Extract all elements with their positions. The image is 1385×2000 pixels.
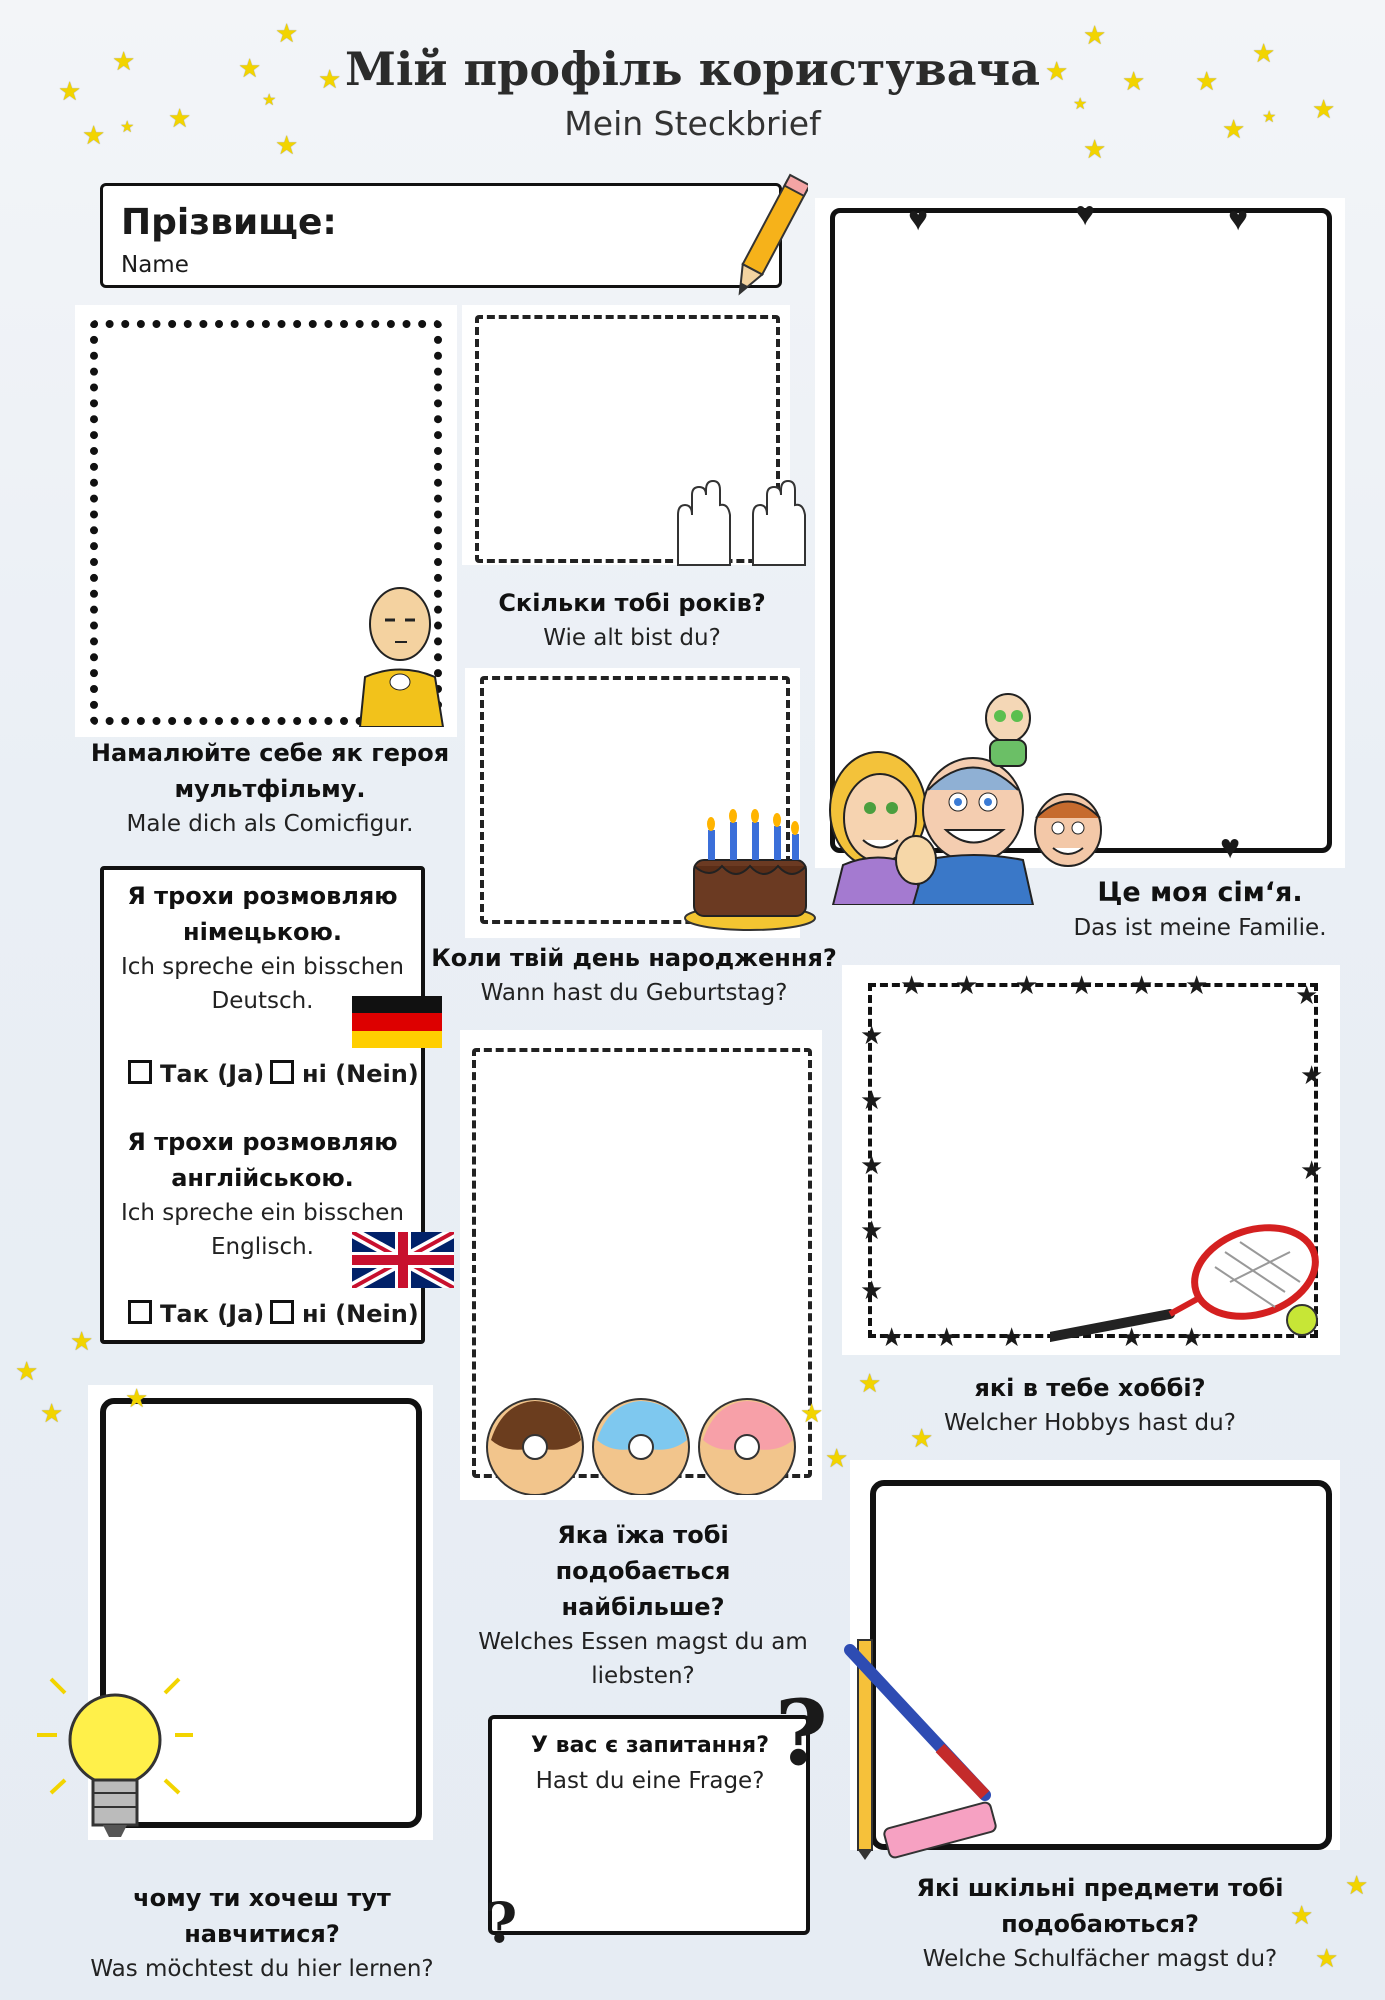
star-icon: ★ bbox=[125, 1383, 149, 1413]
star-icon: ★ bbox=[1073, 96, 1088, 113]
english-yes-option[interactable] bbox=[128, 1300, 264, 1328]
portrait-caption-de: Male dich als Comicfigur. bbox=[126, 811, 414, 837]
checkbox-icon[interactable] bbox=[270, 1060, 294, 1084]
star-icon: ★ bbox=[1300, 1155, 1324, 1185]
question-text-de: Hast du eine Frage? bbox=[535, 1768, 765, 1794]
age-caption bbox=[462, 585, 802, 655]
star-icon: ★ bbox=[1252, 38, 1276, 68]
german-text-uk: Я трохи розмовляю німецькою. bbox=[127, 882, 398, 946]
hobbies-caption-de: Welcher Hobbys hast du? bbox=[944, 1410, 1236, 1436]
name-label: Прізвище: bbox=[121, 202, 337, 243]
star-icon: ★ bbox=[1295, 980, 1319, 1010]
english-text-de: Ich spreche ein bisschen Englisch. bbox=[120, 1200, 405, 1260]
cartoon-hero-icon bbox=[355, 582, 445, 727]
star-icon: ★ bbox=[1122, 66, 1146, 96]
star-icon: ★ bbox=[15, 1356, 39, 1386]
star-icon: ★ bbox=[1045, 56, 1069, 86]
star-icon: ★ bbox=[955, 970, 979, 1000]
food-caption-de: Welches Essen magst du am liebsten? bbox=[478, 1629, 808, 1689]
star-icon: ★ bbox=[860, 1085, 884, 1115]
name-field[interactable] bbox=[100, 183, 782, 288]
star-icon: ★ bbox=[1315, 1943, 1339, 1973]
star-icon: ★ bbox=[910, 1423, 934, 1453]
english-text-uk: Я трохи розмовляю англійською. bbox=[127, 1128, 398, 1192]
birthday-caption bbox=[428, 940, 840, 1010]
question-mark-icon: ? bbox=[485, 1890, 518, 1955]
family-caption-uk: Це моя сім‘я. bbox=[1097, 877, 1303, 908]
portrait-caption bbox=[85, 735, 455, 841]
food-caption bbox=[478, 1517, 808, 1693]
star-icon: ★ bbox=[58, 76, 82, 106]
subjects-caption-de: Welche Schulfächer magst du? bbox=[922, 1946, 1278, 1972]
birthday-caption-de: Wann hast du Geburtstag? bbox=[480, 980, 788, 1006]
star-icon: ★ bbox=[1130, 970, 1154, 1000]
hobbies-caption-uk: які в тебе хоббі? bbox=[974, 1374, 1206, 1402]
star-icon: ★ bbox=[1300, 1060, 1324, 1090]
star-icon: ★ bbox=[1083, 134, 1107, 164]
age-caption-uk: Скільки тобі років? bbox=[498, 589, 766, 617]
star-icon: ★ bbox=[1290, 1900, 1314, 1930]
star-icon: ★ bbox=[880, 1322, 904, 1352]
english-no-label: ні (Nein) bbox=[302, 1300, 419, 1328]
star-icon: ★ bbox=[82, 120, 106, 150]
german-no-option[interactable] bbox=[270, 1060, 419, 1088]
school-supplies-icon bbox=[840, 1630, 1015, 1860]
star-icon: ★ bbox=[858, 1368, 882, 1398]
learn-caption-uk: чому ти хочеш тут навчитися? bbox=[133, 1884, 391, 1948]
star-icon: ★ bbox=[1312, 94, 1336, 124]
star-icon: ★ bbox=[112, 46, 136, 76]
heart-icon: ♥ bbox=[1220, 828, 1241, 866]
star-icon: ★ bbox=[1015, 970, 1039, 1000]
family-cartoon-icon bbox=[818, 690, 1108, 905]
checkbox-icon[interactable] bbox=[270, 1300, 294, 1324]
star-icon: ★ bbox=[262, 92, 277, 109]
star-icon: ★ bbox=[860, 1215, 884, 1245]
star-icon: ★ bbox=[1262, 109, 1277, 126]
star-icon: ★ bbox=[1000, 1322, 1024, 1352]
learn-caption bbox=[52, 1880, 472, 1986]
star-icon: ★ bbox=[1120, 1322, 1144, 1352]
learn-caption-de: Was möchtest du hier lernen? bbox=[90, 1956, 434, 1982]
star-icon: ★ bbox=[860, 1020, 884, 1050]
question-text bbox=[500, 1728, 800, 1798]
subjects-caption-uk: Які шкільні предмети тобі подобаються? bbox=[916, 1874, 1284, 1938]
subjects-caption bbox=[900, 1870, 1300, 1976]
question-mark-icon: ? bbox=[775, 1680, 828, 1786]
star-icon: ★ bbox=[238, 53, 262, 83]
hands-icon bbox=[668, 475, 818, 575]
checkbox-icon[interactable] bbox=[128, 1060, 152, 1084]
name-label-de: Name bbox=[121, 252, 189, 278]
star-icon: ★ bbox=[860, 1275, 884, 1305]
family-caption-de: Das ist meine Familie. bbox=[1073, 915, 1327, 941]
german-text-de: Ich spreche ein bisschen Deutsch. bbox=[120, 954, 405, 1014]
star-icon: ★ bbox=[1070, 970, 1094, 1000]
star-icon: ★ bbox=[1345, 1870, 1369, 1900]
german-flag-icon bbox=[352, 996, 442, 1048]
star-icon: ★ bbox=[1222, 114, 1246, 144]
german-yes-label: Так (Ja) bbox=[160, 1060, 265, 1088]
tennis-racket-icon bbox=[1050, 1222, 1330, 1347]
english-no-option[interactable] bbox=[270, 1300, 419, 1328]
star-icon: ★ bbox=[1180, 1322, 1204, 1352]
german-no-label: ні (Nein) bbox=[302, 1060, 419, 1088]
heart-icon: ♥ bbox=[1075, 195, 1096, 233]
star-icon: ★ bbox=[168, 103, 192, 133]
english-yes-label: Так (Ja) bbox=[160, 1300, 265, 1328]
page-title: Мій профіль користувача bbox=[344, 42, 1041, 96]
star-icon: ★ bbox=[900, 970, 924, 1000]
heart-icon: ♥ bbox=[1228, 200, 1249, 238]
star-icon: ★ bbox=[860, 1150, 884, 1180]
star-icon: ★ bbox=[318, 64, 342, 94]
heart-icon: ♥ bbox=[908, 200, 929, 238]
star-icon: ★ bbox=[40, 1398, 64, 1428]
pencil-icon bbox=[728, 168, 808, 308]
donuts-icon bbox=[483, 1395, 803, 1495]
checkbox-icon[interactable] bbox=[128, 1300, 152, 1324]
family-caption bbox=[1050, 875, 1350, 945]
question-text-uk: У вас є запитання? bbox=[531, 1733, 769, 1758]
star-icon: ★ bbox=[825, 1443, 849, 1473]
birthday-caption-uk: Коли твій день народження? bbox=[431, 944, 837, 972]
age-caption-de: Wie alt bist du? bbox=[543, 625, 721, 651]
light-bulb-icon bbox=[35, 1665, 195, 1850]
uk-flag-icon bbox=[352, 1232, 454, 1288]
german-yes-option[interactable] bbox=[128, 1060, 264, 1088]
star-icon: ★ bbox=[120, 119, 135, 136]
page-subtitle: Mein Steckbrief bbox=[564, 104, 821, 143]
star-icon: ★ bbox=[935, 1322, 959, 1352]
hobbies-caption bbox=[900, 1370, 1280, 1440]
food-caption-uk: Яка їжа тобі подобається найбільше? bbox=[555, 1521, 731, 1621]
star-icon: ★ bbox=[275, 130, 299, 160]
star-icon: ★ bbox=[800, 1398, 824, 1428]
portrait-caption-uk: Намалюйте себе як героя мультфільму. bbox=[90, 739, 450, 803]
star-icon: ★ bbox=[275, 18, 299, 48]
star-icon: ★ bbox=[1185, 970, 1209, 1000]
star-icon: ★ bbox=[70, 1326, 94, 1356]
star-icon: ★ bbox=[1083, 20, 1107, 50]
star-icon: ★ bbox=[1195, 66, 1219, 96]
birthday-cake-icon bbox=[680, 800, 820, 932]
